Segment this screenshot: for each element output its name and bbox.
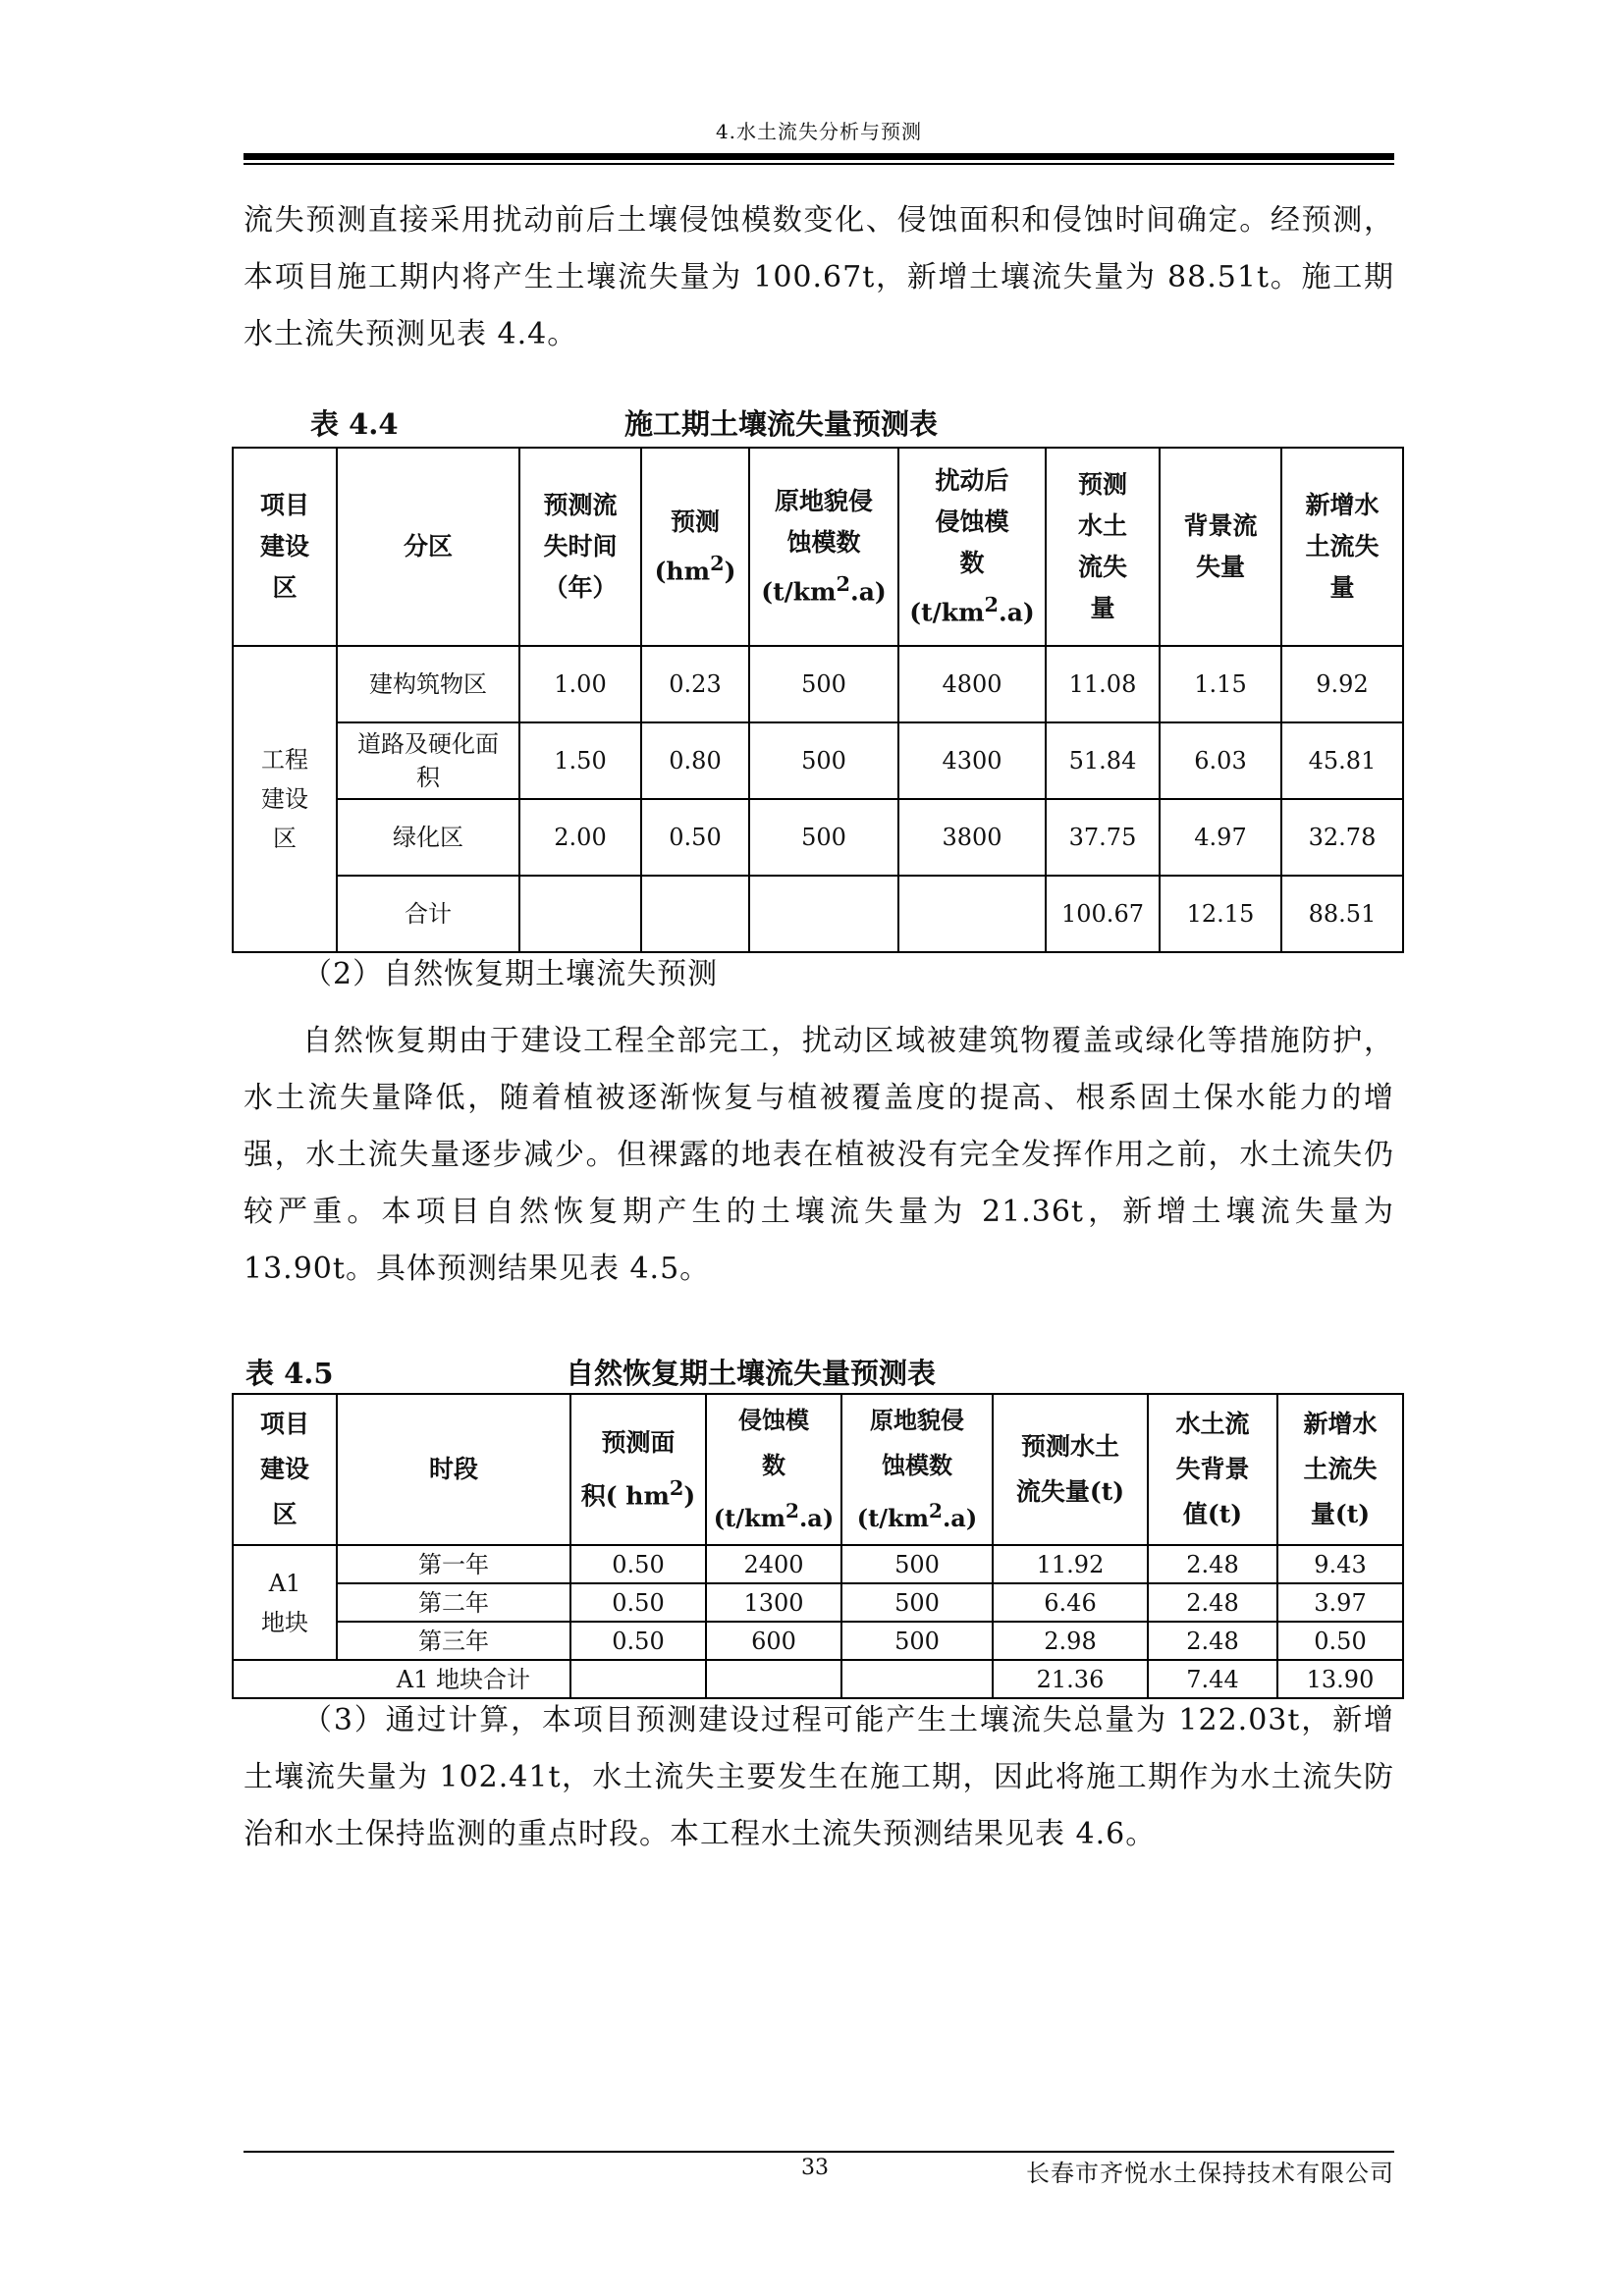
t45-cell-new: 3.97 <box>1277 1583 1403 1622</box>
t44-cell-orig: 500 <box>749 722 898 799</box>
t45-cell-eros: 1300 <box>706 1583 841 1622</box>
t45-cell-new: 0.50 <box>1277 1622 1403 1660</box>
table45-header-row <box>233 1394 1403 1545</box>
table44-header-row <box>233 448 1403 646</box>
t45-cell-eros: 2400 <box>706 1545 841 1583</box>
t44-cell-name: 建构筑物区 <box>337 646 519 722</box>
table-row <box>233 722 1403 799</box>
t45-h-orig: 原地貌侵 蚀模数 $(t/km^2.a)$ <box>841 1394 993 1545</box>
t45-total-bg: 7.44 <box>1148 1660 1277 1698</box>
footer-company: 长春市齐悦水土保持技术有限公司 <box>1026 2160 1394 2187</box>
t44-cell-orig: 500 <box>749 799 898 876</box>
table44-number: 表 4.4 <box>310 407 399 441</box>
t44-total-new: 88.51 <box>1281 876 1403 952</box>
t44-total-label: 合计 <box>337 876 519 952</box>
t45-cell-period: 第三年 <box>337 1622 570 1660</box>
t44-h-zone: 项目 建设 区 <box>233 448 337 646</box>
t44-cell-new: 45.81 <box>1281 722 1403 799</box>
t45-h-area: 预测面 积( $hm^2$) <box>570 1394 706 1545</box>
t44-cell-dist: 4800 <box>898 646 1046 722</box>
t44-h-new: 新增水 土流失 量 <box>1281 448 1403 646</box>
t45-cell-area: 0.50 <box>570 1545 706 1583</box>
t44-cell-time: 1.50 <box>519 722 641 799</box>
table-4-5 <box>232 1393 1404 1699</box>
t45-cell-period: 第二年 <box>337 1583 570 1622</box>
t45-h-eros: 侵蚀模 数 $(t/km^2.a)$ <box>706 1394 841 1545</box>
paragraph-2-heading: （2）自然恢复期土壤流失预测 <box>302 957 719 991</box>
header-rule-thin <box>244 163 1394 165</box>
t44-cell-area: 0.50 <box>641 799 749 876</box>
t44-cell-name: 绿化区 <box>337 799 519 876</box>
t44-cell-bg: 6.03 <box>1160 722 1281 799</box>
t44-cell-name: 道路及硬化面积 <box>337 722 519 799</box>
t44-cell-dist: 4300 <box>898 722 1046 799</box>
t44-cell-time: 1.00 <box>519 646 641 722</box>
t44-zone-cell: 工程 建设 区 <box>233 646 337 952</box>
t44-cell-bg: 1.15 <box>1160 646 1281 722</box>
paragraph-4: （3）通过计算，本项目预测建设过程可能产生土壤流失总量为 122.03t，新增土壤流失量为 102.41t，水土流失主要发生在施工期，因此将施工期作为水土流失防治和水土保持监测的重点时段。本工程水土流失预测结果见表 4.6。 <box>244 1703 1394 1851</box>
table-total-row <box>233 876 1403 952</box>
table44-title: 施工期土壤流失量预测表 <box>624 407 939 441</box>
t45-cell-period: 第一年 <box>337 1545 570 1583</box>
t44-cell-orig: 500 <box>749 646 898 722</box>
t44-cell-bg: 4.97 <box>1160 799 1281 876</box>
t45-cell-orig: 500 <box>841 1622 993 1660</box>
t44-h-orig: 原地貌侵 蚀模数 $(t/km^2.a)$ <box>749 448 898 646</box>
t44-empty-cell <box>749 876 898 952</box>
t44-cell-time: 2.00 <box>519 799 641 876</box>
t45-total-pred: 21.36 <box>993 1660 1148 1698</box>
t45-h-new: 新增水 土流失 量(t) <box>1277 1394 1403 1545</box>
t45-total-new: 13.90 <box>1277 1660 1403 1698</box>
t44-empty-cell <box>641 876 749 952</box>
table-row <box>233 799 1403 876</box>
t45-cell-pred: 2.98 <box>993 1622 1148 1660</box>
t45-h-pred: 预测水土 流失量(t) <box>993 1394 1148 1545</box>
t44-cell-area: 0.80 <box>641 722 749 799</box>
t45-cell-orig: 500 <box>841 1583 993 1622</box>
table-row <box>233 1545 1403 1583</box>
t45-zone-cell: A1 地块 <box>233 1545 337 1660</box>
t44-cell-pred: 37.75 <box>1046 799 1160 876</box>
t44-total-bg: 12.15 <box>1160 876 1281 952</box>
t45-cell-new: 9.43 <box>1277 1545 1403 1583</box>
t44-cell-new: 9.92 <box>1281 646 1403 722</box>
t45-h-bg: 水土流 失背景 值(t) <box>1148 1394 1277 1545</box>
table45-title: 自然恢复期土壤流失量预测表 <box>566 1357 937 1390</box>
t44-h-area: 预测 $(hm^2)$ <box>641 448 749 646</box>
t44-empty-cell <box>519 876 641 952</box>
t44-empty-cell <box>898 876 1046 952</box>
paragraph-1: 流失预测直接采用扰动前后土壤侵蚀模数变化、侵蚀面积和侵蚀时间确定。经预测，本项目施工期内将产生土壤流失量为 100.67t，新增土壤流失量为 88.51t。施工期水土流失预测见表 4.4。 <box>244 203 1394 351</box>
t45-cell-bg: 2.48 <box>1148 1622 1277 1660</box>
page-number: 33 <box>801 2156 829 2180</box>
t44-h-dist: 扰动后 侵蚀模 数 $(t/km^2.a)$ <box>898 448 1046 646</box>
running-header: 4.水土流失分析与预测 <box>715 120 923 143</box>
header-rule-thick <box>244 153 1394 160</box>
t45-cell-eros: 600 <box>706 1622 841 1660</box>
t45-cell-pred: 6.46 <box>993 1583 1148 1622</box>
t45-cell-bg: 2.48 <box>1148 1583 1277 1622</box>
table-row <box>233 1622 1403 1660</box>
table-4-4 <box>232 447 1404 953</box>
t44-cell-area: 0.23 <box>641 646 749 722</box>
t44-h-sub: 分区 <box>337 448 519 646</box>
paragraph-3: 自然恢复期由于建设工程全部完工，扰动区域被建筑物覆盖或绿化等措施防护，水土流失量降低，随着植被逐渐恢复与植被覆盖度的提高、根系固土保水能力的增强，水土流失量逐步减少。但裸露的地表在植被没有完全发挥作用之前，水土流失仍较严重。本项目自然恢复期产生的土壤流失量为 21.36t，新增土壤流失量为 13.90t。具体预测结果见表 4.5。 <box>244 1024 1394 1286</box>
t45-h-period: 时段 <box>337 1394 570 1545</box>
t44-h-time: 预测流 失时间 （年） <box>519 448 641 646</box>
table45-number: 表 4.5 <box>245 1357 334 1390</box>
table-row <box>233 1583 1403 1622</box>
t45-total-label: A1 地块合计 <box>233 1660 570 1698</box>
t44-cell-pred: 51.84 <box>1046 722 1160 799</box>
footer-rule <box>244 2151 1394 2153</box>
t45-cell-bg: 2.48 <box>1148 1545 1277 1583</box>
t44-cell-pred: 11.08 <box>1046 646 1160 722</box>
t45-cell-pred: 11.92 <box>993 1545 1148 1583</box>
t44-total-pred: 100.67 <box>1046 876 1160 952</box>
t45-cell-area: 0.50 <box>570 1622 706 1660</box>
t45-h-zone: 项目 建设 区 <box>233 1394 337 1545</box>
t44-cell-dist: 3800 <box>898 799 1046 876</box>
t44-h-bg: 背景流 失量 <box>1160 448 1281 646</box>
t45-cell-orig: 500 <box>841 1545 993 1583</box>
t45-cell-area: 0.50 <box>570 1583 706 1622</box>
t44-cell-new: 32.78 <box>1281 799 1403 876</box>
table-row <box>233 646 1403 722</box>
t44-h-pred: 预测 水土 流失 量 <box>1046 448 1160 646</box>
